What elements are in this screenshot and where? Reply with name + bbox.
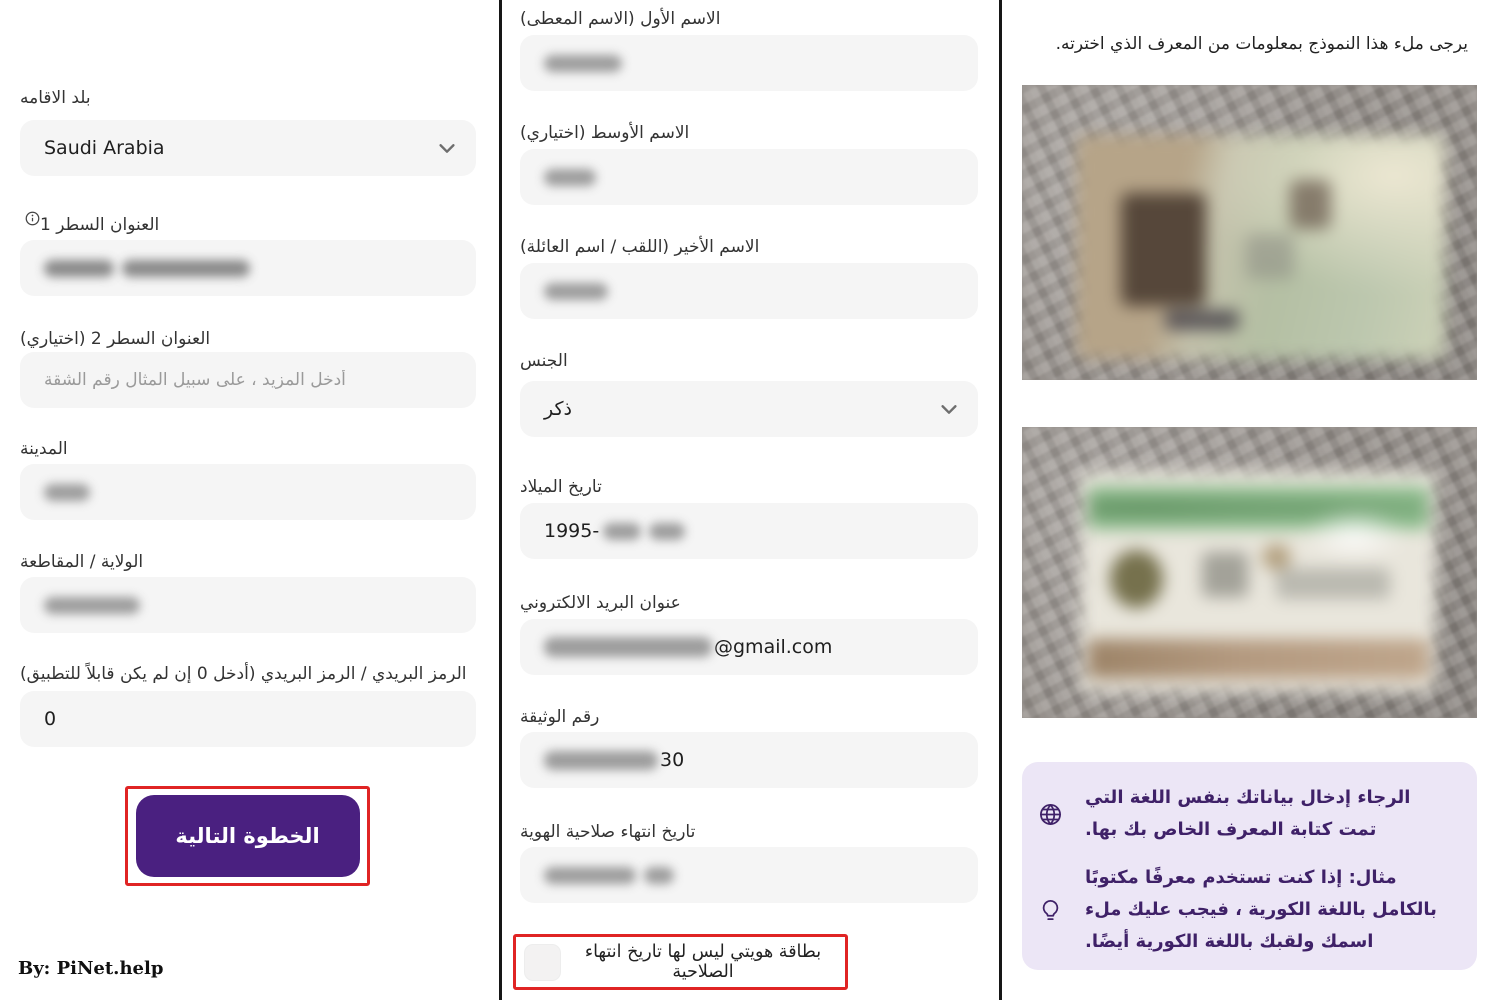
- blurred-id-card-back: [1081, 471, 1436, 692]
- country-select[interactable]: [20, 120, 476, 176]
- expiry-date-input[interactable]: [520, 847, 978, 903]
- dob-label: تاريخ الميلاد: [520, 477, 602, 497]
- last-name-label: الاسم الأخير (اللقب / اسم العائلة): [520, 237, 760, 257]
- state-label: الولاية / المقاطعة: [20, 552, 144, 572]
- right-column-divider: [999, 0, 1002, 1000]
- redacted-address1: [44, 260, 114, 277]
- address2-label: العنوان السطر 2 (اختياري): [20, 329, 211, 349]
- info-icon[interactable]: [25, 211, 40, 226]
- note-language-text: الرجاء إدخال بياناتك بنفس اللغة التي تمت كتابة المعرف الخاص بك بها.: [1085, 787, 1411, 841]
- lightbulb-icon: [1038, 898, 1063, 923]
- redacted-email-user: [544, 637, 712, 657]
- city-input[interactable]: [20, 464, 476, 520]
- form-instruction: يرجى ملء هذا النموذج بمعلومات من المعرف الذي اخترته.: [1055, 34, 1468, 54]
- dob-input[interactable]: [520, 503, 978, 559]
- email-label: عنوان البريد الالكتروني: [520, 593, 681, 613]
- blurred-id-card-front: [1077, 135, 1446, 359]
- last-name-input[interactable]: [520, 263, 978, 319]
- redacted-dob-month: [603, 523, 641, 540]
- gender-select[interactable]: [520, 381, 978, 437]
- gender-label: الجنس: [520, 351, 568, 371]
- chevron-down-icon: [938, 398, 960, 420]
- expiry-date-label: تاريخ انتهاء صلاحية الهوية: [520, 822, 696, 842]
- note-language-row: [1038, 782, 1453, 846]
- email-domain: @gmail.com: [714, 636, 833, 658]
- id-card-back-photo: [1022, 427, 1477, 718]
- redacted-first-name: [544, 55, 622, 72]
- redacted-city: [44, 484, 90, 501]
- note-example-row: [1038, 862, 1453, 958]
- middle-name-input[interactable]: [520, 149, 978, 205]
- address1-label: العنوان السطر 1: [20, 211, 159, 236]
- chevron-down-icon: [436, 137, 458, 159]
- left-column-divider: [499, 0, 502, 1000]
- no-expiry-checkbox[interactable]: [524, 944, 561, 981]
- document-number-input[interactable]: [520, 732, 978, 788]
- redacted-address1: [122, 260, 250, 277]
- country-value: Saudi Arabia: [44, 137, 165, 159]
- document-number-suffix: 30: [660, 749, 685, 771]
- redacted-middle-name: [544, 169, 596, 186]
- globe-icon: [1038, 802, 1063, 827]
- redacted-dob-day: [649, 523, 685, 540]
- postal-value: 0: [44, 708, 57, 730]
- redacted-last-name: [544, 283, 608, 300]
- no-expiry-annotation: [513, 934, 848, 990]
- no-expiry-label: بطاقة هويتي ليس لها تاريخ انتهاء الصلاحية: [584, 942, 822, 982]
- redacted-state: [44, 597, 140, 614]
- note-example-text: مثال: إذا كنت تستخدم معرفًا مكتوبًا بالكامل باللغة الكورية ، فيجب عليك ملء اسمك ولقبك باللغة الكورية أيضًا.: [1085, 867, 1437, 953]
- id-card-front-photo: [1022, 85, 1477, 380]
- first-name-input[interactable]: [520, 35, 978, 91]
- dob-year: 1995-: [544, 520, 600, 542]
- postal-input[interactable]: [20, 691, 476, 747]
- first-name-label: الاسم الأول (الاسم المعطى): [520, 9, 721, 29]
- credit-watermark: By: PiNet.help: [18, 958, 164, 979]
- redacted-expiry-date: [644, 867, 674, 884]
- portrait-area: [1121, 193, 1206, 305]
- gender-value: ذكر: [544, 398, 572, 420]
- address2-input[interactable]: [20, 352, 476, 408]
- document-number-label: رقم الوثيقة: [520, 707, 600, 727]
- state-input[interactable]: [20, 577, 476, 633]
- city-label: المدينة: [20, 439, 68, 459]
- redacted-document-number: [544, 751, 658, 770]
- language-note-box: [1022, 762, 1477, 970]
- address1-input[interactable]: [20, 240, 476, 296]
- redacted-expiry-date: [544, 867, 636, 884]
- middle-name-label: الاسم الأوسط (اختياري): [520, 123, 690, 143]
- next-step-button[interactable]: الخطوة التالية: [136, 795, 360, 877]
- email-input[interactable]: [520, 619, 978, 675]
- country-label: بلد الاقامه: [20, 88, 91, 108]
- next-button-annotation: [125, 786, 370, 886]
- postal-label: الرمز البريدي / الرمز البريدي (أدخل 0 إن لم يكن قابلاً للتطبيق): [20, 664, 467, 684]
